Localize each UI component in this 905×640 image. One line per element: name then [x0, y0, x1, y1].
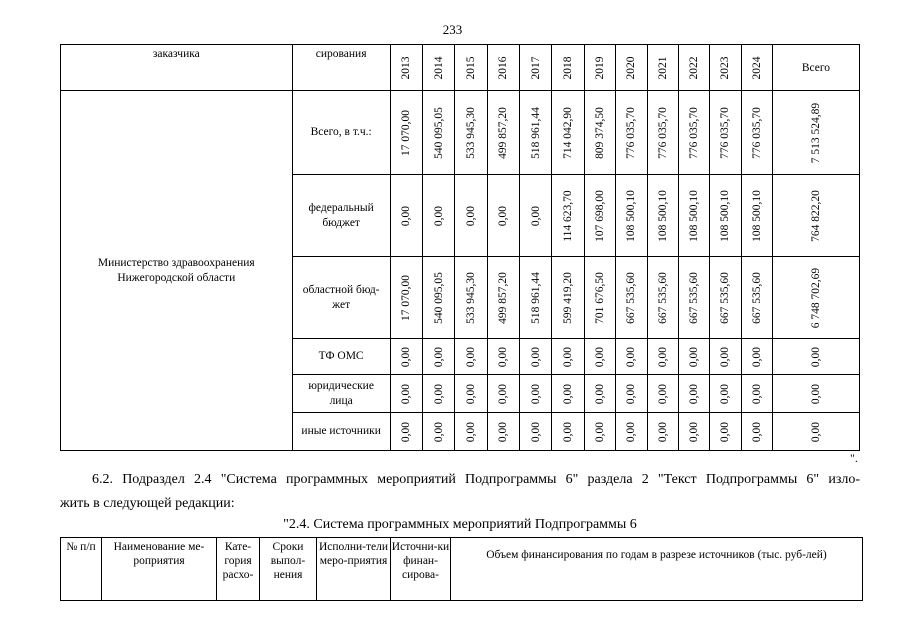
paragraph-line-1: 6.2. Подраздел 2.4 "Система программных мероприятий Подпрограммы 6" раздела 2 "Текст Подпрограммы 6" изло- — [92, 472, 860, 487]
quote-end-mark: ". — [850, 451, 858, 465]
header-year — [710, 45, 741, 91]
year-label: 2015 — [465, 56, 478, 79]
value-text: 518 961,44 — [529, 271, 542, 324]
value-text: 667 535,60 — [688, 271, 701, 324]
value-text: 776 035,70 — [656, 106, 669, 159]
table2-header-row — [61, 538, 863, 601]
value-cell — [520, 91, 552, 175]
value-cell — [487, 91, 519, 175]
value-text: 108 500,10 — [688, 189, 701, 242]
value-cell — [487, 375, 519, 413]
value-text: 0,00 — [529, 205, 542, 226]
value-text: 108 500,10 — [719, 189, 732, 242]
value-cell — [710, 91, 741, 175]
source-cell: ТФ ОМС — [292, 339, 390, 375]
value-text: 0,00 — [465, 205, 478, 226]
table1-row — [61, 91, 860, 175]
source-cell: Всего, в т.ч.: — [292, 91, 390, 175]
value-cell — [487, 257, 519, 339]
value-cell — [678, 175, 709, 257]
value-text: 0,00 — [400, 205, 413, 226]
value-cell — [647, 339, 678, 375]
source-cell: областной бюд-жет — [292, 257, 390, 339]
total-text: 0,00 — [809, 346, 822, 367]
value-cell — [741, 413, 772, 451]
total-text: 0,00 — [809, 421, 822, 442]
value-cell — [710, 175, 741, 257]
value-text: 0,00 — [750, 383, 763, 404]
source-cell: юридические лица — [292, 375, 390, 413]
value-cell — [647, 175, 678, 257]
value-text: 667 535,60 — [656, 271, 669, 324]
total-cell — [772, 257, 859, 339]
header-executors: Исполни-тели меро-приятия — [317, 538, 391, 601]
value-cell — [584, 375, 615, 413]
value-text: 0,00 — [529, 421, 542, 442]
value-cell — [455, 257, 487, 339]
value-cell — [584, 339, 615, 375]
financing-table — [60, 44, 860, 451]
year-label: 2024 — [750, 56, 763, 79]
header-year — [616, 45, 647, 91]
value-text: 0,00 — [432, 383, 445, 404]
header-deadlines: Сроки выпол-нения — [260, 538, 317, 601]
value-cell — [390, 339, 422, 375]
value-text: 107 698,00 — [594, 189, 607, 242]
header-year — [455, 45, 487, 91]
value-cell — [647, 257, 678, 339]
value-cell — [616, 339, 647, 375]
year-label: 2014 — [432, 56, 445, 79]
value-text: 17 070,00 — [400, 274, 413, 321]
value-text: 701 676,50 — [594, 271, 607, 324]
header-funding-source: Источни-ки финан-сирова- — [391, 538, 451, 601]
value-cell — [455, 413, 487, 451]
value-text: 0,00 — [625, 421, 638, 442]
value-cell — [678, 91, 709, 175]
value-cell — [741, 175, 772, 257]
value-text: 114 623,70 — [562, 189, 575, 242]
value-cell — [552, 339, 584, 375]
value-cell — [552, 91, 584, 175]
value-cell — [647, 375, 678, 413]
value-cell — [552, 175, 584, 257]
value-text: 0,00 — [719, 383, 732, 404]
value-cell — [678, 339, 709, 375]
value-cell — [520, 413, 552, 451]
value-cell — [647, 91, 678, 175]
value-text: 499 857,20 — [497, 106, 510, 159]
value-text: 0,00 — [497, 346, 510, 367]
total-cell — [772, 91, 859, 175]
value-cell — [710, 257, 741, 339]
value-cell — [487, 175, 519, 257]
value-cell — [552, 413, 584, 451]
value-cell — [741, 339, 772, 375]
source-cell: иные источники — [292, 413, 390, 451]
total-text: 6 748 702,69 — [809, 267, 822, 328]
page-number: 233 — [442, 22, 463, 37]
value-text: 0,00 — [750, 346, 763, 367]
source-cell: федеральный бюджет — [292, 175, 390, 257]
header-number: № п/п — [61, 538, 102, 601]
value-cell — [710, 339, 741, 375]
header-measure-name: Наименование ме-роприятия — [102, 538, 217, 601]
financing-table-body — [61, 45, 860, 451]
value-cell — [423, 413, 455, 451]
value-text: 0,00 — [594, 346, 607, 367]
value-cell — [455, 175, 487, 257]
value-text: 809 374,50 — [594, 106, 607, 159]
value-text: 0,00 — [656, 383, 669, 404]
header-total: Всего — [772, 45, 859, 91]
value-text: 667 535,60 — [719, 271, 732, 324]
header-year — [423, 45, 455, 91]
table1-header-row — [61, 45, 860, 91]
value-cell — [423, 91, 455, 175]
value-text: 0,00 — [529, 346, 542, 367]
year-label: 2013 — [400, 56, 413, 79]
value-cell — [584, 257, 615, 339]
value-cell — [552, 375, 584, 413]
value-text: 17 070,00 — [400, 109, 413, 156]
header-year — [678, 45, 709, 91]
value-text: 533 945,30 — [465, 271, 478, 324]
year-label: 2019 — [594, 56, 607, 79]
value-text: 667 535,60 — [625, 271, 638, 324]
value-cell — [520, 257, 552, 339]
value-cell — [710, 375, 741, 413]
value-text: 0,00 — [656, 346, 669, 367]
value-cell — [584, 175, 615, 257]
header-year — [520, 45, 552, 91]
value-cell — [616, 257, 647, 339]
paragraph-line-2: жить в следующей редакции: — [60, 496, 235, 511]
value-text: 499 857,20 — [497, 271, 510, 324]
value-text: 0,00 — [562, 383, 575, 404]
value-text: 0,00 — [750, 421, 763, 442]
value-text: 0,00 — [432, 421, 445, 442]
value-text: 0,00 — [562, 346, 575, 367]
value-text: 0,00 — [432, 205, 445, 226]
value-text: 0,00 — [719, 346, 732, 367]
value-text: 0,00 — [688, 421, 701, 442]
header-year — [390, 45, 422, 91]
value-text: 0,00 — [562, 421, 575, 442]
value-cell — [520, 375, 552, 413]
value-text: 0,00 — [432, 346, 445, 367]
year-label: 2018 — [562, 56, 575, 79]
value-text: 776 035,70 — [688, 106, 701, 159]
value-cell — [390, 257, 422, 339]
value-text: 0,00 — [688, 383, 701, 404]
value-cell — [423, 375, 455, 413]
value-text: 108 500,10 — [750, 189, 763, 242]
amendment-paragraph — [60, 468, 860, 516]
value-text: 667 535,60 — [750, 271, 763, 324]
value-text: 533 945,30 — [465, 106, 478, 159]
year-label: 2020 — [625, 56, 638, 79]
total-cell — [772, 375, 859, 413]
header-year — [552, 45, 584, 91]
value-cell — [741, 91, 772, 175]
header-year — [584, 45, 615, 91]
total-cell — [772, 413, 859, 451]
value-cell — [741, 375, 772, 413]
value-text: 776 035,70 — [719, 106, 732, 159]
value-text: 0,00 — [497, 421, 510, 442]
table2-title: "2.4. Система программных мероприятий Подпрограммы 6 — [283, 517, 637, 532]
value-text: 0,00 — [656, 421, 669, 442]
value-cell — [390, 91, 422, 175]
total-text: 7 513 524,89 — [809, 102, 822, 163]
value-text: 540 095,05 — [432, 271, 445, 324]
value-cell — [616, 375, 647, 413]
header-year — [741, 45, 772, 91]
value-cell — [647, 413, 678, 451]
value-cell — [520, 175, 552, 257]
value-text: 0,00 — [529, 383, 542, 404]
year-label: 2017 — [529, 56, 542, 79]
value-cell — [423, 339, 455, 375]
value-text: 0,00 — [688, 346, 701, 367]
value-cell — [616, 413, 647, 451]
value-text: 776 035,70 — [750, 106, 763, 159]
value-text: 0,00 — [400, 421, 413, 442]
total-cell — [772, 175, 859, 257]
value-cell — [423, 257, 455, 339]
value-cell — [455, 91, 487, 175]
value-cell — [390, 413, 422, 451]
header-funding-source: сирования — [292, 45, 390, 91]
value-cell — [455, 375, 487, 413]
value-cell — [678, 413, 709, 451]
value-cell — [487, 413, 519, 451]
value-cell — [616, 175, 647, 257]
value-cell — [520, 339, 552, 375]
value-cell — [678, 375, 709, 413]
value-text: 108 500,10 — [656, 189, 669, 242]
header-expense-category: Кате-гория расхо- — [217, 538, 260, 601]
value-text: 108 500,10 — [625, 189, 638, 242]
value-text: 0,00 — [497, 383, 510, 404]
value-cell — [741, 257, 772, 339]
value-text: 776 035,70 — [625, 106, 638, 159]
value-cell — [584, 91, 615, 175]
total-cell — [772, 339, 859, 375]
program-measures-table — [60, 537, 863, 601]
year-label: 2016 — [497, 56, 510, 79]
year-label: 2022 — [688, 56, 701, 79]
value-cell — [616, 91, 647, 175]
value-text: 599 419,20 — [562, 271, 575, 324]
header-year — [647, 45, 678, 91]
header-year — [487, 45, 519, 91]
total-text: 764 822,20 — [809, 189, 822, 242]
customer-cell: Министерство здравоохранения Нижегородской области — [61, 91, 293, 451]
header-customer: заказчика — [61, 45, 293, 91]
value-cell — [678, 257, 709, 339]
value-cell — [423, 175, 455, 257]
value-text: 0,00 — [465, 421, 478, 442]
value-cell — [487, 339, 519, 375]
value-cell — [390, 375, 422, 413]
year-label: 2023 — [719, 56, 732, 79]
value-cell — [455, 339, 487, 375]
value-text: 0,00 — [400, 346, 413, 367]
value-text: 0,00 — [497, 205, 510, 226]
value-text: 0,00 — [465, 346, 478, 367]
value-cell — [390, 175, 422, 257]
header-financing-volume: Объем финансирования по годам в разрезе источников (тыс. руб-лей) — [451, 538, 863, 601]
value-text: 518 961,44 — [529, 106, 542, 159]
value-cell — [552, 257, 584, 339]
year-label: 2021 — [656, 56, 669, 79]
value-cell — [584, 413, 615, 451]
value-text: 0,00 — [465, 383, 478, 404]
value-text: 0,00 — [594, 383, 607, 404]
value-text: 0,00 — [400, 383, 413, 404]
value-text: 540 095,05 — [432, 106, 445, 159]
value-text: 714 042,90 — [562, 106, 575, 159]
value-text: 0,00 — [594, 421, 607, 442]
value-text: 0,00 — [625, 383, 638, 404]
value-text: 0,00 — [625, 346, 638, 367]
value-text: 0,00 — [719, 421, 732, 442]
total-text: 0,00 — [809, 383, 822, 404]
value-cell — [710, 413, 741, 451]
